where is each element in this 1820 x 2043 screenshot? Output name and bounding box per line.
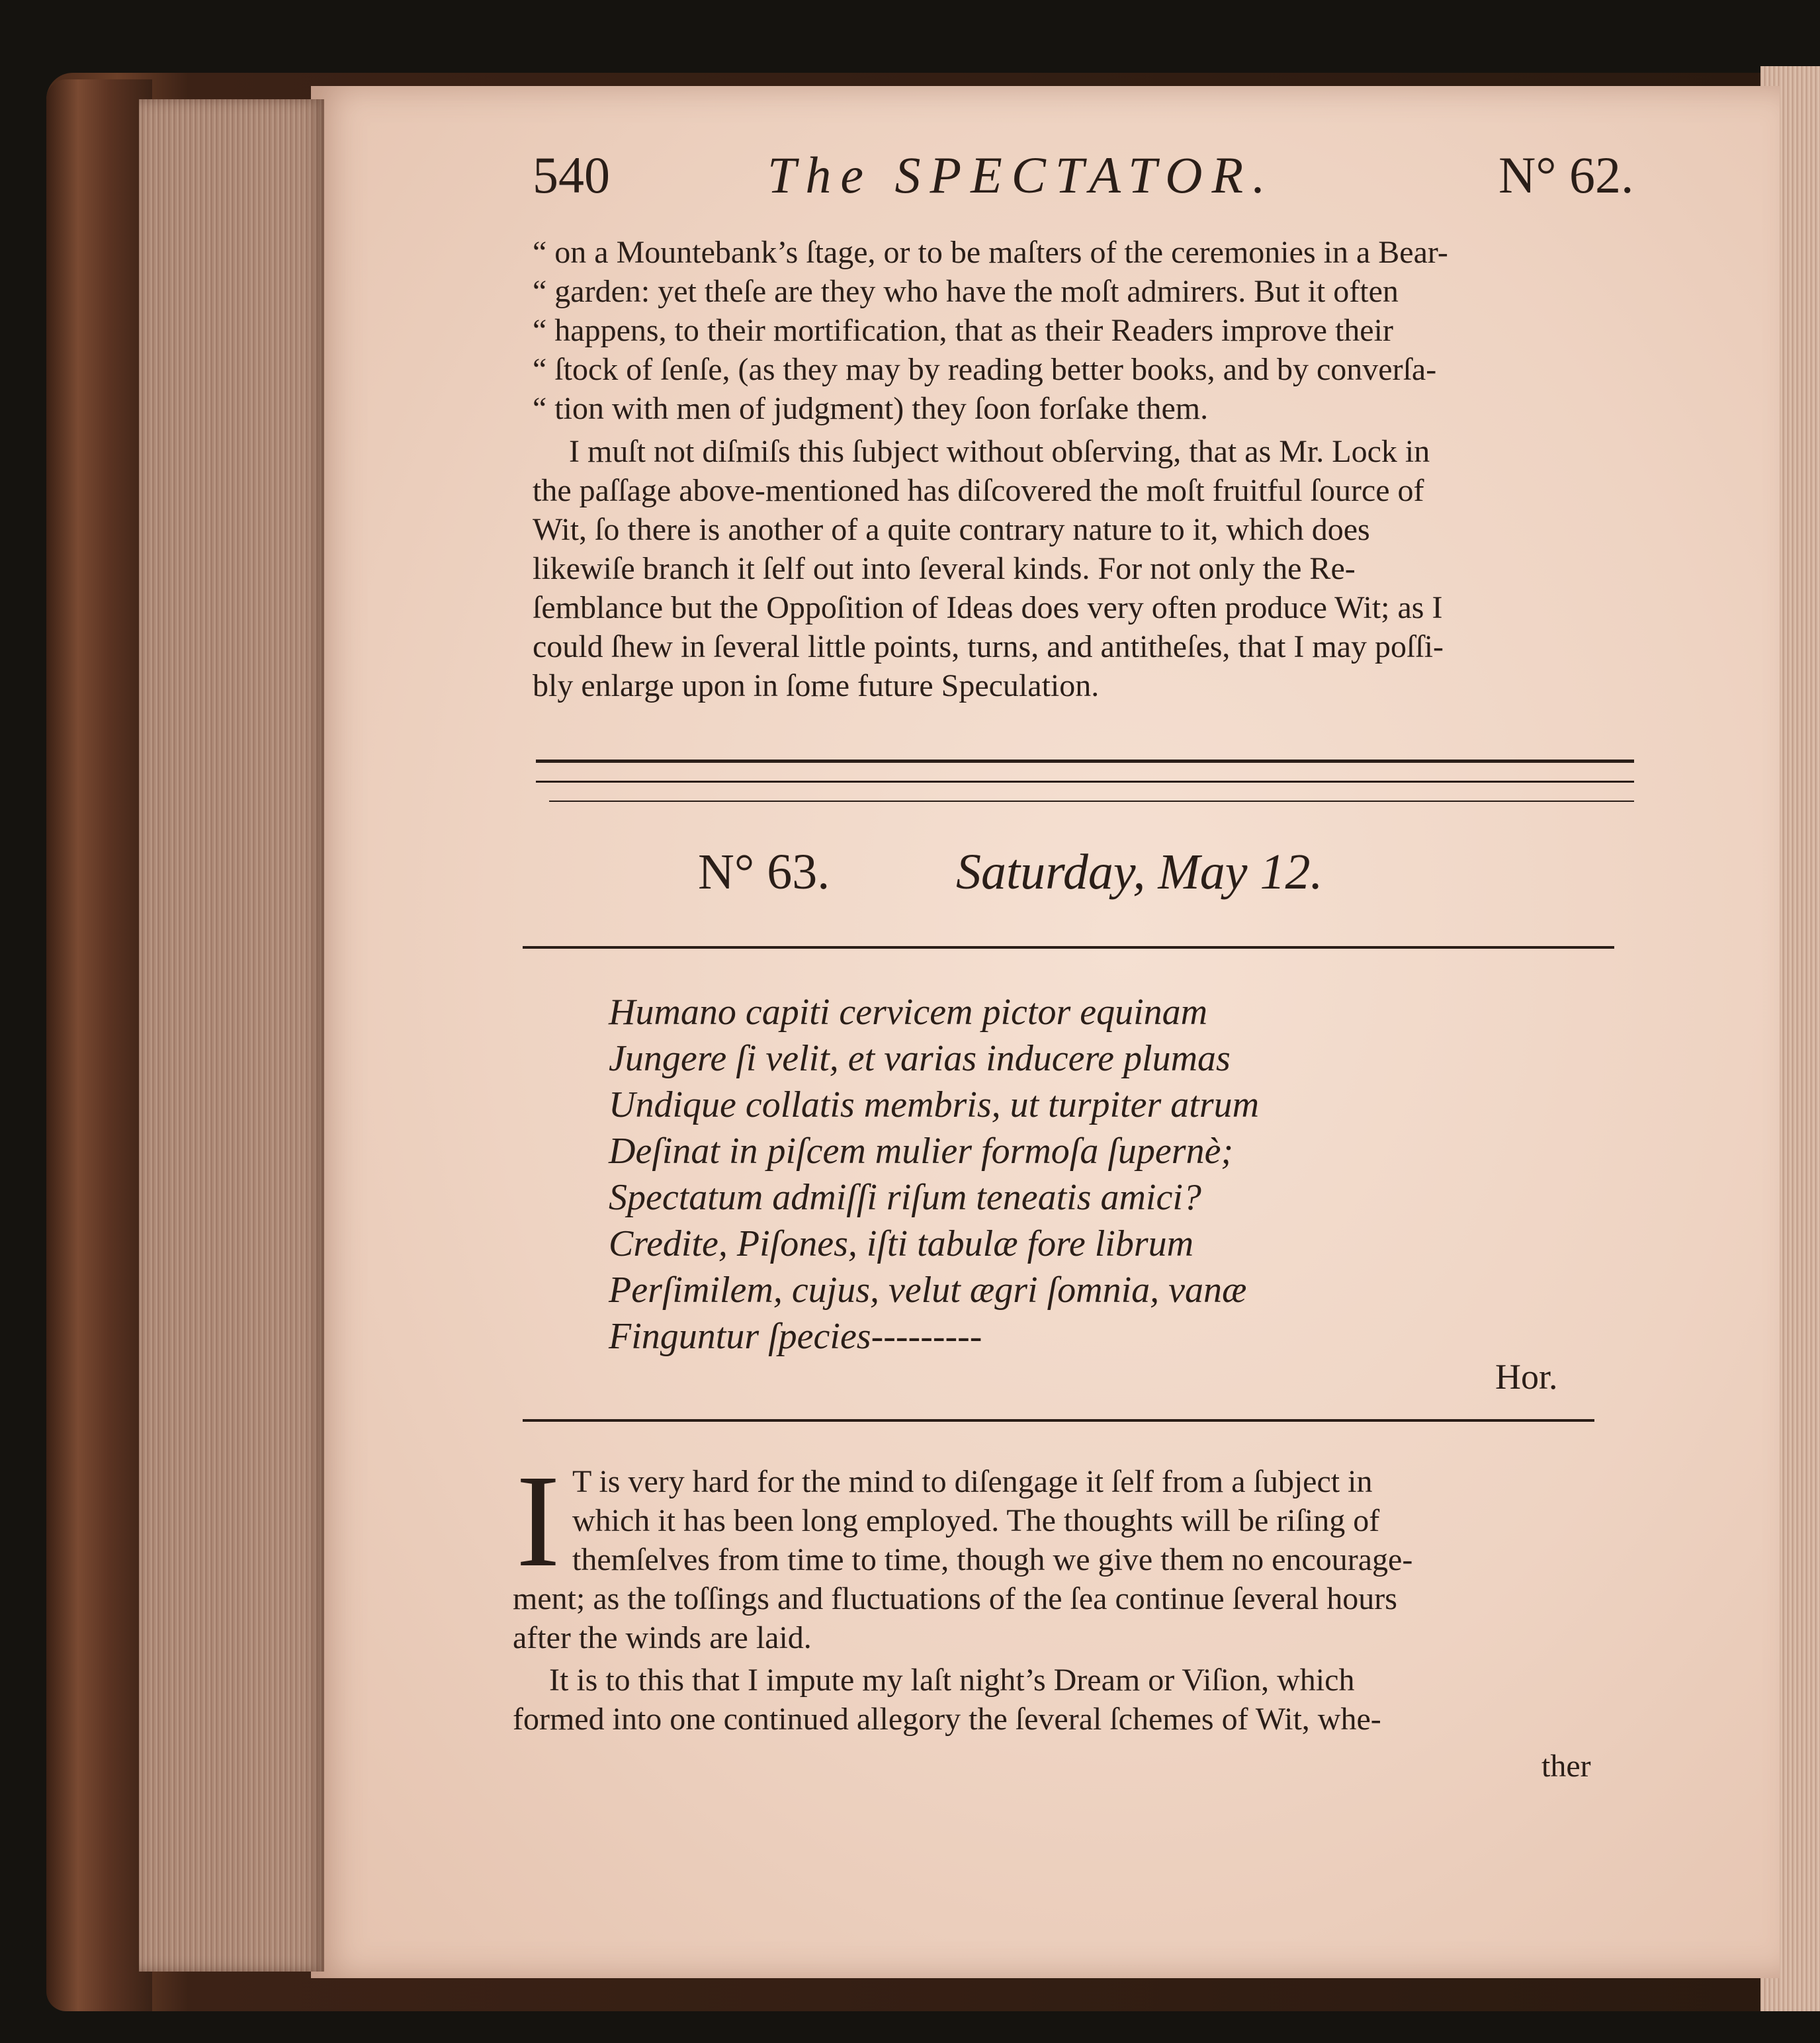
essay-line: T is very hard for the mind to diſengage it ſelf from a ſubject in [572, 1464, 1373, 1499]
essay-line: It is to this that I impute my laſt night’s Dream or Viſion, which [549, 1663, 1355, 1698]
text-line: the paſſage above-mentioned has diſcovered the moſt fruitful ſource of [533, 473, 1424, 508]
essay-line: which it has been long employed. The thoughts will be riſing of [572, 1503, 1380, 1538]
motto-author: Hor. [1495, 1357, 1558, 1397]
issue-number: N° 62. [1498, 146, 1634, 204]
running-title: The SPECTATOR. [767, 146, 1275, 204]
heading-rule [523, 946, 1614, 949]
section-rule [549, 801, 1634, 802]
page-number: 540 [533, 146, 610, 204]
motto-line: Finguntur ſpecies--------- [609, 1316, 982, 1357]
essay-line: after the winds are laid. [513, 1620, 812, 1655]
text-line: “ tion with men of judgment) they ſoon forſake them. [533, 391, 1209, 426]
text-line: ſemblance but the Oppoſition of Ideas does very often produce Wit; as I [533, 590, 1443, 625]
motto-line: Undique collatis membris, ut turpiter atrum [609, 1084, 1260, 1125]
essay-line: themſelves from time to time, though we give them no encourage- [572, 1542, 1413, 1577]
text-line: I muſt not diſmiſs this ſubject without obſerving, that as Mr. Lock in [569, 434, 1430, 469]
essay-line: formed into one continued allegory the ſeveral ſchemes of Wit, whe- [513, 1702, 1381, 1737]
page-fore-edge [139, 99, 324, 1972]
motto-line: Spectatum admiſſi riſum teneatis amici? [609, 1177, 1201, 1218]
motto-line: Perſimilem, cujus, velut ægri ſomnia, vanæ [609, 1270, 1247, 1311]
essay-line: ment; as the toſſings and fluctuations of the ſea continue ſeveral hours [513, 1581, 1397, 1616]
motto-line: Credite, Piſones, iſti tabulæ fore librum [609, 1223, 1194, 1264]
section-rule [536, 760, 1634, 763]
text-line: bly enlarge upon in ſome future Speculation. [533, 668, 1100, 703]
motto-line: Deſinat in piſcem mulier formoſa ſupernè; [609, 1131, 1234, 1172]
text-line: Wit, ſo there is another of a quite contrary nature to it, which does [533, 512, 1370, 547]
drop-cap: I [516, 1448, 560, 1594]
motto-line: Jungere ſi velit, et varias inducere plumas [609, 1038, 1231, 1079]
issue-date: Saturday, May 12. [956, 844, 1323, 900]
text-line: likewiſe branch it ſelf out into ſeveral kinds. For not only the Re- [533, 551, 1356, 586]
section-rule [536, 781, 1634, 783]
new-issue-number: N° 63. [698, 844, 830, 900]
text-line: could ſhew in ſeveral little points, turns, and antitheſes, that I may poſſi- [533, 629, 1444, 664]
text-line: “ happens, to their mortification, that as their Readers improve their [533, 313, 1393, 348]
catchword: ther [1541, 1749, 1591, 1784]
motto-rule [523, 1419, 1594, 1422]
text-line: “ garden: yet theſe are they who have the moſt admirers. But it often [533, 274, 1399, 309]
motto-line: Humano capiti cervicem pictor equinam [609, 992, 1208, 1033]
text-line: “ ſtock of ſenſe, (as they may by reading better books, and by converſa- [533, 352, 1437, 387]
book-spine-edge [46, 79, 152, 2011]
text-line: “ on a Mountebank’s ſtage, or to be maſters of the ceremonies in a Bear- [533, 235, 1448, 270]
